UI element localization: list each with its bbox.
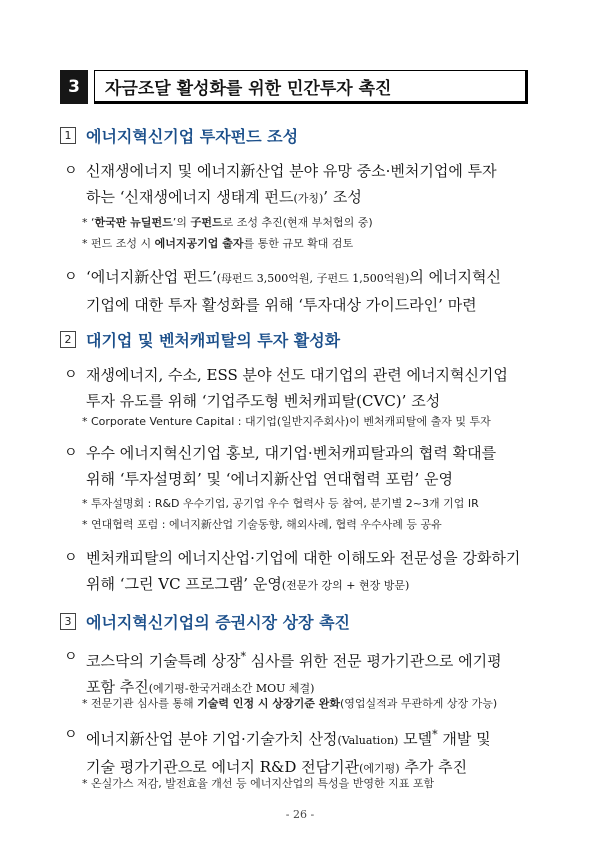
bullet-item: ㅇ 코스닥의 기술특례 상장* 심사를 위한 전문 평가기관으로 에기평 포함 추진(에기평-한국거래소간 MOU 체결) [64, 644, 544, 702]
bullet-item: ㅇ 에너지新산업 분야 기업·기술가치 산정(Valuation) 모델* 개발 및 기술 평가기관으로 에너지 R&D 전담기관(에기평) 추가 추진 [64, 722, 544, 782]
bullet-item: ㅇ ‘에너지新산업 펀드’(母펀드 3,500억원, 子펀드 1,500억원)의 에너지혁신 기업에 대한 투자 활성화를 위해 ‘투자대상 가이드라인’ 마련 [64, 264, 544, 318]
subsection-number: 2 [60, 331, 76, 348]
subsection-3-heading [60, 610, 350, 633]
footnote: * 연대협력 포럼 : 에너지新산업 기술동향, 해외사례, 협력 우수사례 등 공유 [82, 518, 442, 531]
section-number: 3 [60, 70, 88, 104]
subsection-title: 에너지혁신기업 투자펀드 조성 [86, 127, 299, 146]
bullet-item: ㅇ 벤처캐피탈의 에너지산업·기업에 대한 이해도와 전문성을 강화하기 위해 ‘그린 VC 프로그램’ 운영(전문가 강의 + 현장 방문) [64, 545, 544, 599]
footnote: * 투자설명회 : R&D 우수기업, 공기업 우수 협력사 등 참여, 분기별 2~3개 기업 IR [82, 497, 479, 510]
circle-bullet-icon: ㅇ [64, 727, 78, 743]
footnote: * 펀드 조성 시 에너지공기업 출자를 통한 규모 확대 검토 [82, 237, 354, 250]
circle-bullet-icon: ㅇ [64, 367, 78, 383]
footnote: * 온실가스 저감, 발전효율 개선 등 에너지산업의 특성을 반영한 지표 포함 [82, 777, 435, 790]
circle-bullet-icon: ㅇ [64, 649, 78, 665]
circle-bullet-icon: ㅇ [64, 550, 78, 566]
footnote: * 전문기관 심사를 통해 기술력 인정 시 상장기준 완화(영업실적과 무관하게 상장 가능) [82, 697, 498, 710]
section-header [60, 70, 528, 104]
page-number: - 26 - [285, 808, 315, 821]
subsection-title: 대기업 및 벤처캐피탈의 투자 활성화 [86, 331, 341, 350]
section-title: 자금조달 활성화를 위한 민간투자 촉진 [94, 70, 528, 104]
circle-bullet-icon: ㅇ [64, 269, 78, 285]
subsection-2-heading [60, 328, 340, 351]
bullet-item: ㅇ 우수 에너지혁신기업 홍보, 대기업·벤처캐피탈과의 협력 확대를 위해 ‘투자설명회’ 및 ‘에너지新산업 연대협력 포럼’ 운영 [64, 440, 544, 492]
subsection-number: 3 [60, 613, 76, 630]
circle-bullet-icon: ㅇ [64, 445, 78, 461]
subsection-title: 에너지혁신기업의 증권시장 상장 촉진 [86, 613, 351, 632]
bullet-item: ㅇ 신재생에너지 및 에너지新산업 분야 유망 중소·벤처기업에 투자 하는 ‘신재생에너지 생태계 펀드(가칭)’ 조성 [64, 158, 544, 212]
subsection-number: 1 [60, 127, 76, 144]
footnote: * ‘한국판 뉴딜펀드’의 子펀드로 조성 추진(현재 부처협의 중) [82, 216, 373, 229]
circle-bullet-icon: ㅇ [64, 163, 78, 179]
subsection-1-heading [60, 124, 298, 147]
bullet-item: ㅇ 재생에너지, 수소, ESS 분야 선도 대기업의 관련 에너지혁신기업 투자 유도를 위해 ‘기업주도형 벤처캐피탈(CVC)’ 조성 [64, 362, 544, 414]
footnote: * Corporate Venture Capital : 대기업(일반지주회사)이 벤처캐피탈에 출자 및 투자 [82, 415, 491, 428]
